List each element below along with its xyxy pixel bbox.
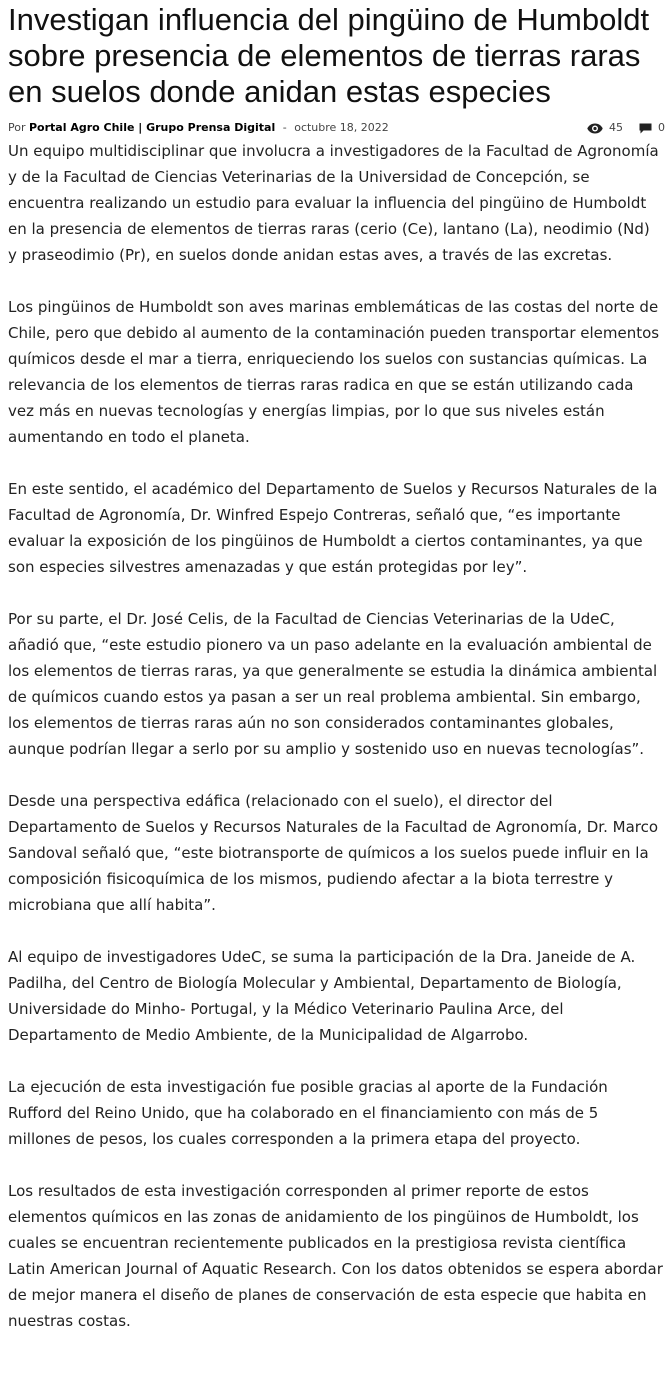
article-paragraph: Los pingüinos de Humboldt son aves marinas emblemáticas de las costas del norte de Chile, pero que debido al aumento de la contaminación pueden transportar elementos químicos desde el mar a tierra, enriqueciendo los suelos con sustancias químicas. La relevancia de los elementos de tierras raras radica en que se están utilizando cada vez más en nuevas tecnologías y energías limpias, por lo que sus niveles están aumentando en todo el planeta.: [8, 298, 660, 446]
article-paragraph: Al equipo de investigadores UdeC, se suma la participación de la Dra. Janeide de A. Padilha, del Centro de Biología Molecular y Ambiental, Departamento de Biología, Universidade do Minho- Portugal, y la Médico Veterinario Paulina Arce, del Departamento de Medio Ambiente, de la Municipalidad de Algarrobo.: [8, 948, 636, 1044]
article-title: Investigan influencia del pingüino de Humboldt sobre presencia de elementos de tierras raras en suelos donde anidan estas especies: [8, 2, 650, 109]
article-meta: [8, 118, 669, 138]
article-paragraph: Por su parte, el Dr. José Celis, de la Facultad de Ciencias Veterinarias de la UdeC, añadió que, “este estudio pionero va un paso adelante en la evaluación ambiental de los elementos de tierras raras, ya que generalmente se estudia la dinámica ambiental de químicos cuando estos ya pasan a ser un real problema ambiental. Sin embargo, los elementos de tierras raras aún no son considerados contaminantes globales, aunque podrían llegar a serlo por su amplio y sostenido uso en nuevas tecnologías”.: [8, 610, 658, 758]
article-stats: [571, 118, 665, 138]
comments-count[interactable]: [639, 118, 665, 138]
views-count: [587, 118, 623, 138]
article-paragraph: Un equipo multidisciplinar que involucra a investigadores de la Facultad de Agronomía y de la Facultad de Ciencias Veterinarias de la Universidad de Concepción, se encuentra realizando un estudio para evaluar la influencia del pingüino de Humboldt en la presencia de elementos de tierras raras (cerio (Ce), lantano (La), neodimio (Nd) y praseodimio (Pr), en suelos donde anidan estas aves, a través de las excretas.: [8, 142, 659, 264]
comment-icon: [639, 123, 652, 134]
article-paragraph: Los resultados de esta investigación corresponden al primer reporte de estos elementos químicos en las zonas de anidamiento de los pingüinos de Humboldt, los cuales se encuentran recientemente publicados en la prestigiosa revista científica Latin American Journal of Aquatic Research. Con los datos obtenidos se espera abordar de mejor manera el diseño de planes de conservación de esta especie que habita en nuestras costas.: [8, 1182, 663, 1330]
publish-date: octubre 18, 2022: [294, 121, 389, 134]
article-body: [8, 138, 663, 1334]
author-link[interactable]: Portal Agro Chile | Grupo Prensa Digital: [29, 121, 276, 134]
views-value: 45: [609, 121, 623, 134]
article-paragraph: En este sentido, el académico del Departamento de Suelos y Recursos Naturales de la Facultad de Agronomía, Dr. Winfred Espejo Contreras, señaló que, “es importante evaluar la exposición de los pingüinos de Humboldt a ciertos contaminantes, ya que son especies silvestres amenazadas y que están protegidas por ley”.: [8, 480, 658, 576]
eye-icon: [587, 123, 603, 134]
comments-value: 0: [658, 121, 665, 134]
meta-separator: -: [282, 121, 287, 134]
article-paragraph: Desde una perspectiva edáfica (relacionado con el suelo), el director del Departamento de Suelos y Recursos Naturales de la Facultad de Agronomía, Dr. Marco Sandoval señaló que, “este biotransporte de químicos a los suelos puede influir en la composición fisicoquímica de los mismos, pudiendo afectar a la biota terrestre y microbiana que allí habita”.: [8, 792, 659, 914]
article-paragraph: La ejecución de esta investigación fue posible gracias al aporte de la Fundación Rufford del Reino Unido, que ha colaborado en el financiamiento con más de 5 millones de pesos, los cuales corresponden a la primera etapa del proyecto.: [8, 1078, 608, 1148]
by-label: Por: [8, 121, 26, 134]
